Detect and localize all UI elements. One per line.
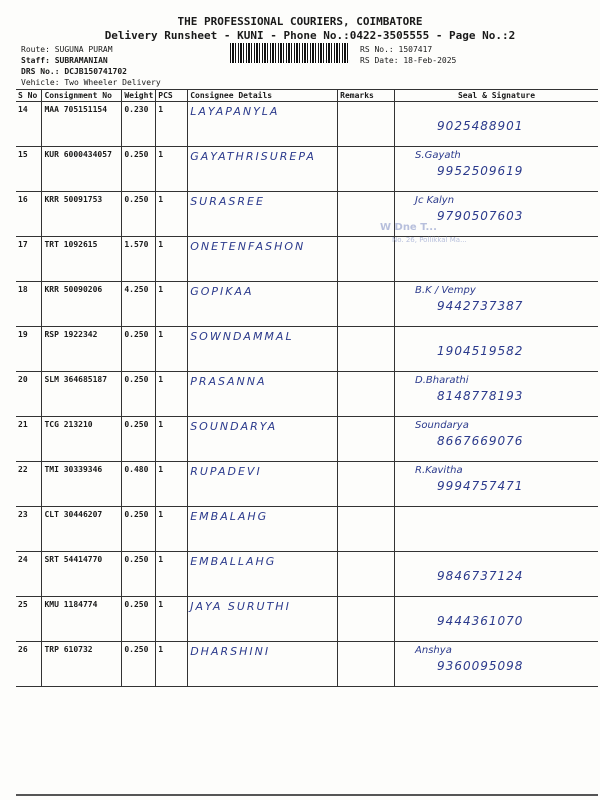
staff-label: Staff: SUBRAMANIAN xyxy=(21,56,108,65)
cell-signature xyxy=(395,597,598,642)
table-row xyxy=(16,417,598,462)
cell-sno: 25 xyxy=(16,597,42,642)
cell-pcs: 1 xyxy=(156,327,188,372)
cell-consignee: SOUNDARYA xyxy=(188,417,338,462)
cell-pcs: 1 xyxy=(156,147,188,192)
table-row xyxy=(16,102,598,147)
signature-phone: 9360095098 xyxy=(437,659,524,673)
cell-pcs: 1 xyxy=(156,372,188,417)
cell-consignee: GOPIKAA xyxy=(188,282,338,327)
cell-consignee: DHARSHINI xyxy=(188,642,338,687)
cell-pcs: 1 xyxy=(156,462,188,507)
cell-consignee: EMBALLAHG xyxy=(188,552,338,597)
signature-name: D.Bharathi xyxy=(415,375,469,386)
cell-pcs: 1 xyxy=(156,597,188,642)
cell-consignment: TMI 30339346 xyxy=(42,462,122,507)
route-label: Route: SUGUNA PURAM xyxy=(21,45,113,54)
cell-pcs: 1 xyxy=(156,552,188,597)
cell-remarks xyxy=(338,237,395,282)
signature-phone: 1904519582 xyxy=(437,344,524,358)
cell-sno: 16 xyxy=(16,192,42,237)
signature-handwriting xyxy=(397,420,596,458)
cell-pcs: 1 xyxy=(156,642,188,687)
cell-consignment: MAA 705151154 xyxy=(42,102,122,147)
cell-consignee: LAYAPANYLA xyxy=(188,102,338,147)
cell-consignment: TCG 213210 xyxy=(42,417,122,462)
table-row xyxy=(16,507,598,552)
cell-consignee: SOWNDAMMAL xyxy=(188,327,338,372)
cell-signature xyxy=(395,372,598,417)
cell-remarks xyxy=(338,552,395,597)
cell-sno: 21 xyxy=(16,417,42,462)
signature-handwriting xyxy=(397,150,596,188)
rs-date: RS Date: 18-Feb-2025 xyxy=(360,56,457,65)
cell-remarks xyxy=(338,372,395,417)
cell-weight: 0.250 xyxy=(122,192,156,237)
signature-phone: 9442737387 xyxy=(437,299,524,313)
cell-weight: 1.570 xyxy=(122,237,156,282)
signature-handwriting xyxy=(397,240,596,278)
signature-phone: 9846737124 xyxy=(437,569,524,583)
cell-weight: 0.480 xyxy=(122,462,156,507)
cell-signature xyxy=(395,147,598,192)
cell-sno: 18 xyxy=(16,282,42,327)
table-row xyxy=(16,237,598,282)
cell-consignment: KRR 50091753 xyxy=(42,192,122,237)
cell-consignee: SURASREE xyxy=(188,192,338,237)
cell-consignment: KUR 6000434057 xyxy=(42,147,122,192)
signature-phone: 8667669076 xyxy=(437,434,524,448)
signature-phone: 9790507603 xyxy=(437,209,524,223)
signature-name: Jc Kalyn xyxy=(415,195,455,206)
cell-remarks xyxy=(338,102,395,147)
cell-signature xyxy=(395,642,598,687)
cell-weight: 0.250 xyxy=(122,147,156,192)
table-row xyxy=(16,192,598,237)
signature-phone: 9952509619 xyxy=(437,164,524,178)
table-row xyxy=(16,282,598,327)
cell-remarks xyxy=(338,462,395,507)
cell-consignment: SLM 364685187 xyxy=(42,372,122,417)
signature-phone: 9994757471 xyxy=(437,479,524,493)
table-row xyxy=(16,597,598,642)
cell-remarks xyxy=(338,327,395,372)
col-consignee: Consignee Details xyxy=(188,90,338,102)
cell-signature xyxy=(395,327,598,372)
cell-sno: 14 xyxy=(16,102,42,147)
signature-handwriting xyxy=(397,555,596,593)
cell-pcs: 1 xyxy=(156,417,188,462)
cell-consignment: RSP 1922342 xyxy=(42,327,122,372)
cell-pcs: 1 xyxy=(156,102,188,147)
signature-name: Anshya xyxy=(415,645,452,656)
cell-sno: 23 xyxy=(16,507,42,552)
cell-weight: 0.250 xyxy=(122,552,156,597)
vehicle-label: Vehicle: Two Wheeler Delivery xyxy=(21,78,161,87)
cell-consignment: KRR 50090206 xyxy=(42,282,122,327)
signature-handwriting xyxy=(397,375,596,413)
cell-consignee: ONETENFASHON xyxy=(188,237,338,282)
table-row xyxy=(16,327,598,372)
cell-weight: 0.250 xyxy=(122,642,156,687)
cell-consignment: TRT 1092615 xyxy=(42,237,122,282)
cell-sno: 19 xyxy=(16,327,42,372)
signature-handwriting xyxy=(397,465,596,503)
col-remarks: Remarks xyxy=(338,90,395,102)
cell-sno: 26 xyxy=(16,642,42,687)
cell-signature xyxy=(395,507,598,552)
barcode xyxy=(230,43,350,63)
table-header xyxy=(16,90,598,102)
cell-weight: 4.250 xyxy=(122,282,156,327)
signature-handwriting xyxy=(397,600,596,638)
col-weight: Weight xyxy=(122,90,156,102)
cell-sno: 17 xyxy=(16,237,42,282)
cell-signature xyxy=(395,102,598,147)
col-sno: S No xyxy=(16,90,42,102)
cell-consignee: JAYA SURUTHI xyxy=(188,597,338,642)
signature-handwriting xyxy=(397,510,596,548)
table-row xyxy=(16,372,598,417)
col-pcs: PCS xyxy=(156,90,188,102)
signature-phone: 9025488901 xyxy=(437,119,524,133)
cell-pcs: 1 xyxy=(156,507,188,552)
rs-info xyxy=(360,44,456,66)
cell-weight: 0.250 xyxy=(122,597,156,642)
cell-weight: 0.250 xyxy=(122,372,156,417)
cell-sno: 20 xyxy=(16,372,42,417)
cell-consignment: KMU 1184774 xyxy=(42,597,122,642)
cell-consignee: PRASANNA xyxy=(188,372,338,417)
col-consignment: Consignment No xyxy=(42,90,122,102)
cell-pcs: 1 xyxy=(156,237,188,282)
table-row xyxy=(16,462,598,507)
cell-remarks xyxy=(338,507,395,552)
cell-signature xyxy=(395,462,598,507)
cell-consignee: EMBALAHG xyxy=(188,507,338,552)
signature-phone: 8148778193 xyxy=(437,389,524,403)
cell-pcs: 1 xyxy=(156,192,188,237)
cell-consignee: GAYATHRISUREPA xyxy=(188,147,338,192)
rs-number: RS No.: 1507417 xyxy=(360,45,433,54)
company-stamp-address: No. 26, Pollikkal Ma... xyxy=(392,236,467,244)
cell-consignment: CLT 30446207 xyxy=(42,507,122,552)
signature-name: B.K / Vempy xyxy=(415,285,476,296)
company-stamp: W Dne T... xyxy=(380,222,437,233)
cell-weight: 0.250 xyxy=(122,417,156,462)
cell-sno: 15 xyxy=(16,147,42,192)
signature-name: Soundarya xyxy=(415,420,469,431)
cell-signature xyxy=(395,417,598,462)
signature-handwriting xyxy=(397,330,596,368)
page-bottom-rule xyxy=(16,794,598,796)
cell-signature xyxy=(395,282,598,327)
table-row xyxy=(16,147,598,192)
table-row xyxy=(16,642,598,687)
runsheet-subtitle: Delivery Runsheet - KUNI - Phone No.:0422-3505555 - Page No.:2 xyxy=(104,29,516,42)
cell-consignee: RUPADEVI xyxy=(188,462,338,507)
cell-signature xyxy=(395,552,598,597)
runsheet-table xyxy=(16,89,598,687)
cell-weight: 0.250 xyxy=(122,327,156,372)
signature-name: R.Kavitha xyxy=(415,465,463,476)
route-info xyxy=(21,44,161,88)
signature-handwriting xyxy=(397,645,596,683)
cell-consignment: TRP 610732 xyxy=(42,642,122,687)
drs-label: DRS No.: DCJB150741702 xyxy=(21,67,127,76)
cell-sno: 22 xyxy=(16,462,42,507)
cell-remarks xyxy=(338,282,395,327)
signature-handwriting xyxy=(397,105,596,143)
cell-remarks xyxy=(338,147,395,192)
cell-remarks xyxy=(338,417,395,462)
signature-handwriting xyxy=(397,285,596,323)
cell-consignment: SRT 54414770 xyxy=(42,552,122,597)
cell-weight: 0.230 xyxy=(122,102,156,147)
signature-phone: 9444361070 xyxy=(437,614,524,628)
company-title: THE PROFESSIONAL COURIERS, COIMBATORE xyxy=(177,15,423,28)
cell-pcs: 1 xyxy=(156,282,188,327)
cell-remarks xyxy=(338,597,395,642)
signature-name: S.Gayath xyxy=(415,150,461,161)
col-signature: Seal & Signature xyxy=(395,90,598,102)
cell-weight: 0.250 xyxy=(122,507,156,552)
cell-sno: 24 xyxy=(16,552,42,597)
cell-remarks xyxy=(338,642,395,687)
table-row xyxy=(16,552,598,597)
